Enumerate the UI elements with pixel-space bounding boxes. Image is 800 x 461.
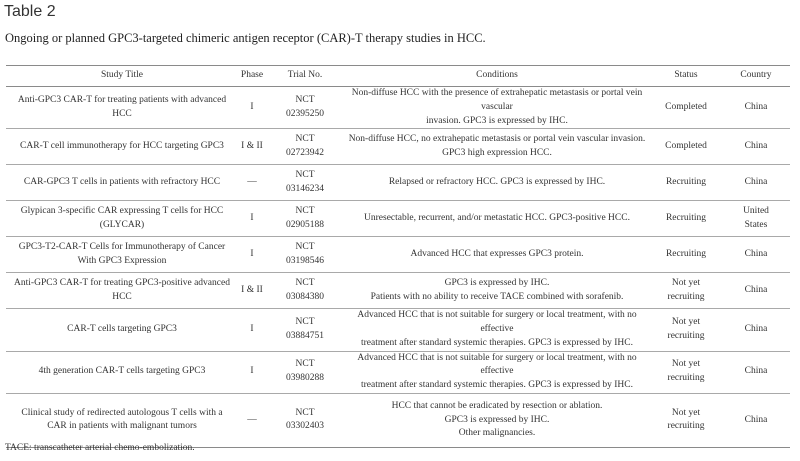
- country-text: China: [744, 414, 768, 425]
- trial-no-cell: [266, 237, 344, 273]
- study-title-cell: [6, 273, 238, 309]
- study-title-text: Anti-GPC3 CAR-T for treating patients with advanced: [17, 94, 227, 105]
- country-cell: [722, 129, 790, 165]
- status-cell: [650, 237, 722, 273]
- study-title-text: HCC: [112, 291, 132, 302]
- trial-no-text: 02723942: [286, 147, 324, 158]
- conditions-cell: [344, 87, 650, 129]
- country-cell: [722, 351, 790, 393]
- table-row: [6, 165, 790, 201]
- study-title-text: CAR-T cells targeting GPC3: [67, 324, 177, 335]
- status-text: Recruiting: [665, 176, 707, 187]
- trial-no-text: 03884751: [286, 330, 324, 341]
- col-header-trial-no: Trial No.: [266, 66, 344, 87]
- table-row: [6, 273, 790, 309]
- col-header-phase: Phase: [238, 66, 266, 87]
- conditions-cell: [344, 237, 650, 273]
- country-text: China: [744, 324, 768, 335]
- trial-no-text: 03084380: [286, 291, 324, 302]
- study-title-cell: [6, 309, 238, 351]
- conditions-text: Non-diffuse HCC with the presence of extrahepatic metastasis or portal vein vascular: [351, 88, 643, 112]
- conditions-text: Unresectable, recurrent, and/or metastatic HCC. GPC3-positive HCC.: [364, 212, 630, 223]
- phase-cell: —: [238, 393, 266, 447]
- study-title-text: CAR-T cell immunotherapy for HCC targeting GPC3: [20, 140, 224, 151]
- trial-no-text: 03198546: [286, 255, 324, 266]
- status-text: Not yet: [671, 359, 701, 370]
- conditions-text: Advanced HCC that expresses GPC3 protein.: [410, 248, 584, 259]
- table-header: [6, 66, 790, 87]
- header-row: [6, 66, 790, 87]
- conditions-text: treatment after standard systemic therapies. GPC3 is expressed by IHC.: [361, 380, 633, 391]
- trial-no-cell: [266, 129, 344, 165]
- trial-no-text: 03980288: [286, 373, 324, 384]
- phase-cell: I: [238, 351, 266, 393]
- conditions-text: GPC3 is expressed by IHC.: [444, 278, 550, 289]
- trial-no-text: NCT: [295, 242, 315, 253]
- status-text: Not yet: [671, 317, 701, 328]
- country-text: China: [744, 366, 768, 377]
- study-title-cell: [6, 165, 238, 201]
- trial-no-text: 02905188: [286, 219, 324, 230]
- trial-no-text: 02395250: [286, 108, 324, 119]
- phase-cell: I: [238, 237, 266, 273]
- study-title-text: CAR-GPC3 T cells in patients with refractory HCC: [23, 176, 221, 187]
- table-label: Table 2: [4, 3, 56, 20]
- conditions-text: Advanced HCC that is not suitable for surgery or local treatment, with no effective: [357, 310, 637, 335]
- trials-table: [6, 65, 790, 448]
- status-text: recruiting: [667, 291, 705, 302]
- study-title-cell: [6, 351, 238, 393]
- conditions-cell: [344, 201, 650, 237]
- table-footnote: TACE: transcatheter arterial chemo-embolization.: [5, 443, 195, 453]
- col-header-country: Country: [722, 66, 790, 87]
- country-text: China: [744, 176, 768, 187]
- country-text: States: [744, 219, 768, 230]
- conditions-text: Other malignancies.: [458, 428, 536, 439]
- trial-no-cell: [266, 201, 344, 237]
- country-cell: [722, 237, 790, 273]
- study-title-cell: [6, 237, 238, 273]
- study-title-text: With GPC3 Expression: [77, 255, 167, 266]
- country-text: China: [744, 101, 768, 112]
- status-text: Recruiting: [665, 212, 707, 223]
- trial-no-cell: [266, 393, 344, 447]
- col-header-status: Status: [650, 66, 722, 87]
- country-cell: [722, 273, 790, 309]
- trial-no-text: 03146234: [286, 183, 324, 194]
- conditions-text: GPC3 is expressed by IHC.: [444, 414, 550, 425]
- country-text: China: [744, 284, 768, 295]
- conditions-text: treatment after standard systemic therapies. GPC3 is expressed by IHC.: [361, 337, 633, 348]
- conditions-text: Patients with no ability to receive TACE combined with sorafenib.: [370, 291, 624, 302]
- col-header-conditions: Conditions: [344, 66, 650, 87]
- conditions-cell: [344, 129, 650, 165]
- study-title-text: Clinical study of redirected autologous T cells with a: [21, 407, 223, 418]
- conditions-text: Non-diffuse HCC, no extrahepatic metastasis or portal vein vascular invasion.: [348, 134, 646, 145]
- trial-no-cell: [266, 273, 344, 309]
- phase-cell: I: [238, 309, 266, 351]
- trial-no-text: NCT: [295, 317, 315, 328]
- status-text: recruiting: [667, 421, 705, 432]
- status-cell: [650, 351, 722, 393]
- table-body: [6, 87, 790, 448]
- study-title-text: Glypican 3-specific CAR expressing T cells for HCC: [20, 206, 224, 217]
- study-title-text: CAR in patients with malignant tumors: [47, 421, 197, 432]
- conditions-text: HCC that cannot be eradicated by resection or ablation.: [391, 400, 603, 411]
- table-row: [6, 201, 790, 237]
- table-row: [6, 237, 790, 273]
- country-text: United: [743, 206, 769, 217]
- study-title-cell: [6, 393, 238, 447]
- trial-no-cell: [266, 87, 344, 129]
- table-row: [6, 309, 790, 351]
- trial-no-text: NCT: [295, 407, 315, 418]
- country-cell: [722, 393, 790, 447]
- country-text: China: [744, 140, 768, 151]
- phase-cell: —: [238, 165, 266, 201]
- country-cell: [722, 309, 790, 351]
- conditions-text: Relapsed or refractory HCC. GPC3 is expressed by IHC.: [388, 176, 606, 187]
- table-row: [6, 351, 790, 393]
- trial-no-cell: [266, 165, 344, 201]
- status-cell: [650, 393, 722, 447]
- study-title-cell: [6, 87, 238, 129]
- status-text: Not yet: [671, 407, 701, 418]
- table-row: [6, 129, 790, 165]
- status-cell: [650, 129, 722, 165]
- country-text: China: [744, 248, 768, 259]
- trial-no-text: NCT: [295, 94, 315, 105]
- study-title-text: (GLYCAR): [99, 219, 145, 230]
- table-caption: Ongoing or planned GPC3-targeted chimeric antigen receptor (CAR)-T therapy studies in HCC.: [5, 31, 486, 45]
- conditions-cell: [344, 309, 650, 351]
- study-title-text: GPC3-T2-CAR-T Cells for Immunotherapy of Cancer: [18, 242, 226, 253]
- status-text: Not yet: [671, 278, 701, 289]
- country-cell: [722, 165, 790, 201]
- conditions-cell: [344, 393, 650, 447]
- trial-no-text: NCT: [295, 206, 315, 217]
- phase-cell: I: [238, 201, 266, 237]
- trial-no-text: NCT: [295, 359, 315, 370]
- trial-no-text: 03302403: [286, 421, 324, 432]
- study-title-cell: [6, 129, 238, 165]
- status-cell: [650, 201, 722, 237]
- trial-no-cell: [266, 309, 344, 351]
- study-title-cell: [6, 201, 238, 237]
- status-text: Completed: [665, 101, 707, 112]
- conditions-text: invasion. GPC3 is expressed by IHC.: [426, 115, 568, 126]
- status-cell: [650, 309, 722, 351]
- table-row: [6, 87, 790, 129]
- study-title-text: Anti-GPC3 CAR-T for treating GPC3-positive advanced: [14, 278, 230, 289]
- status-text: recruiting: [667, 373, 705, 384]
- trial-no-text: NCT: [295, 278, 315, 289]
- trial-no-text: NCT: [295, 170, 315, 181]
- status-cell: [650, 165, 722, 201]
- country-cell: [722, 87, 790, 129]
- conditions-text: Advanced HCC that is not suitable for surgery or local treatment, with no effective: [357, 352, 637, 377]
- status-text: Completed: [665, 140, 707, 151]
- conditions-cell: [344, 273, 650, 309]
- status-text: recruiting: [667, 330, 705, 341]
- trial-no-text: NCT: [295, 134, 315, 145]
- conditions-cell: [344, 351, 650, 393]
- status-cell: [650, 273, 722, 309]
- conditions-cell: [344, 165, 650, 201]
- study-title-text: 4th generation CAR-T cells targeting GPC3: [38, 366, 206, 377]
- phase-cell: I & II: [238, 273, 266, 309]
- country-cell: [722, 201, 790, 237]
- conditions-text: GPC3 high expression HCC.: [442, 147, 552, 158]
- status-cell: [650, 87, 722, 129]
- table-row: [6, 393, 790, 447]
- col-header-study-title: Study Title: [6, 66, 238, 87]
- phase-cell: I: [238, 87, 266, 129]
- study-title-text: HCC: [112, 108, 132, 119]
- phase-cell: I & II: [238, 129, 266, 165]
- trial-no-cell: [266, 351, 344, 393]
- status-text: Recruiting: [665, 248, 707, 259]
